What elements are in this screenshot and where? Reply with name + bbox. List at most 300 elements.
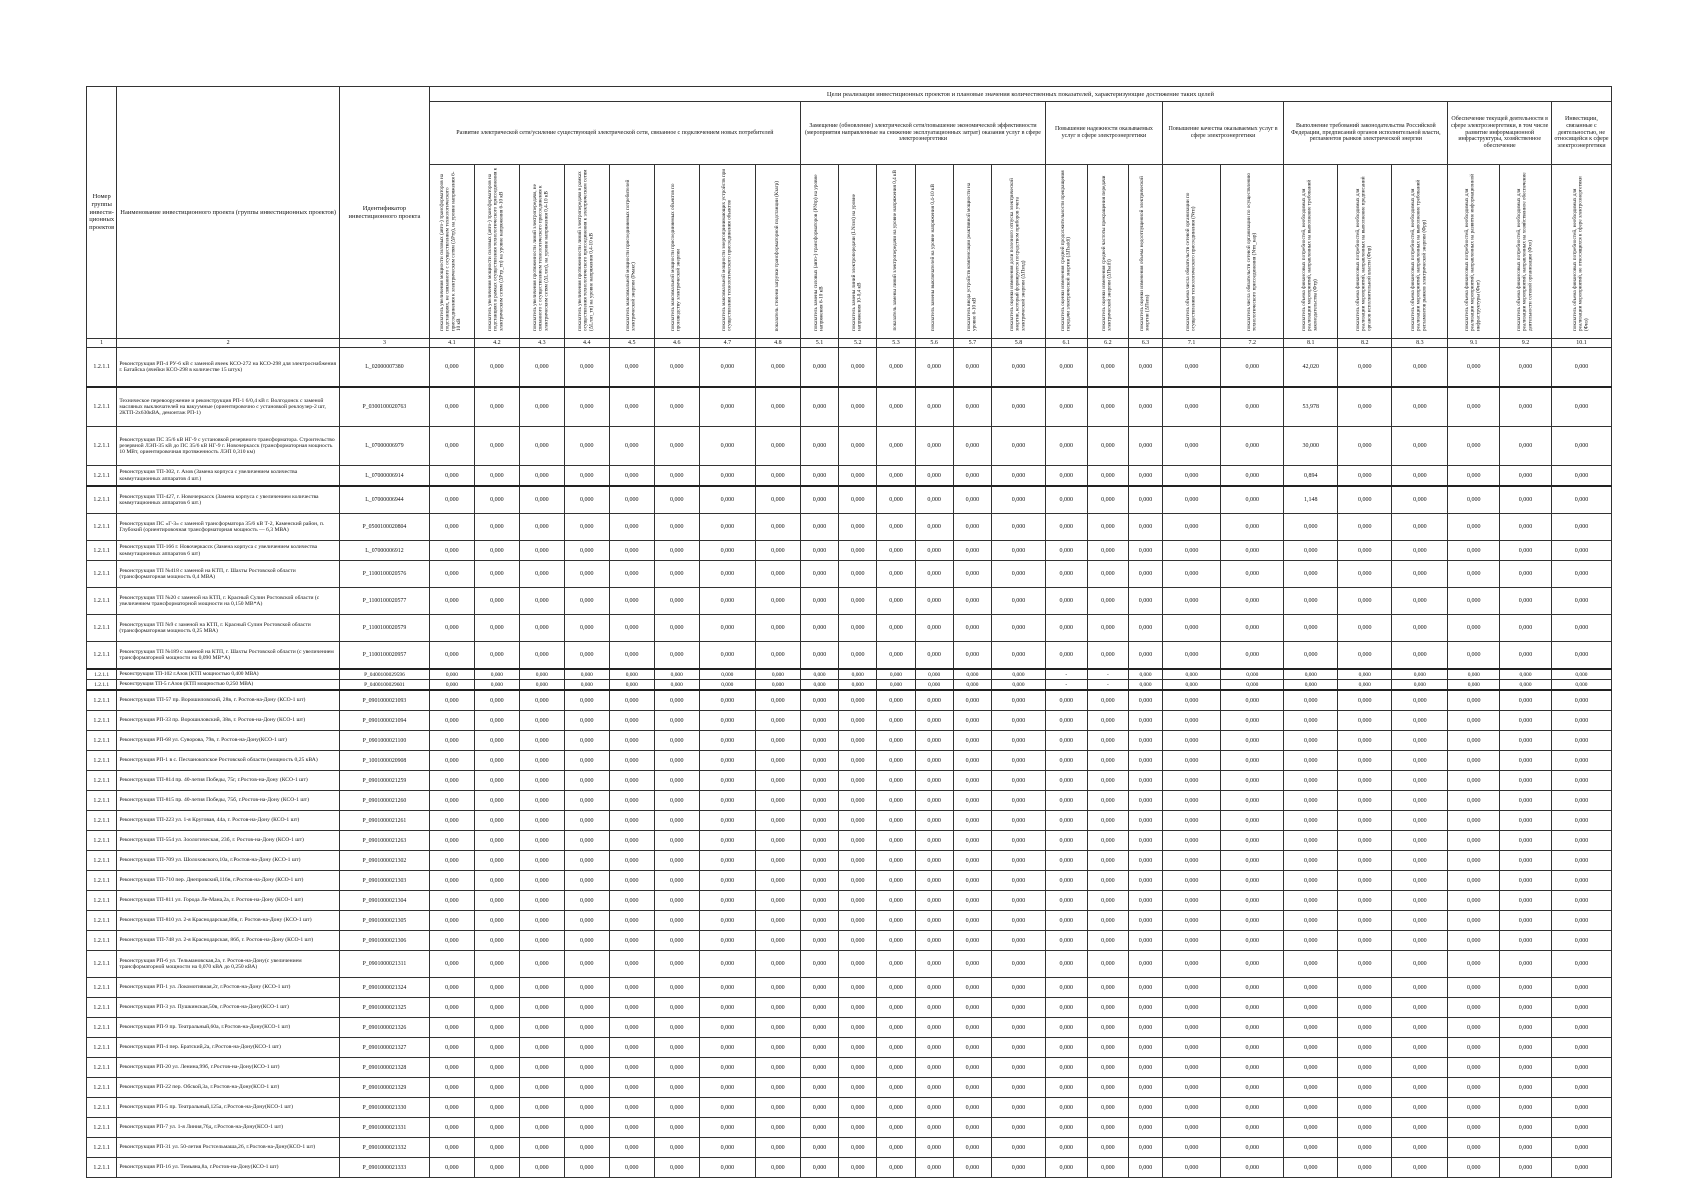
- value-cell: 0,000: [839, 541, 877, 561]
- value-cell: 0,000: [654, 615, 699, 642]
- value-cell: 0,000: [1551, 1118, 1611, 1138]
- value-cell: 0,000: [1284, 851, 1338, 871]
- value-cell: 0,000: [1551, 951, 1611, 978]
- value-cell: 0,000: [1162, 951, 1220, 978]
- value-cell: 0,000: [1551, 791, 1611, 811]
- value-cell: 0,000: [429, 541, 474, 561]
- value-cell: 0,000: [1338, 680, 1392, 691]
- value-cell: 0,000: [992, 1078, 1046, 1098]
- value-cell: 0,000: [1448, 1098, 1500, 1118]
- value-cell: 0,000: [1221, 791, 1284, 811]
- value-cell: 0,000: [1392, 466, 1448, 487]
- value-cell: 0,000: [1500, 680, 1552, 691]
- value-cell: 0,000: [1338, 831, 1392, 851]
- value-cell: 0,000: [1087, 561, 1129, 588]
- value-cell: 0,000: [429, 831, 474, 851]
- value-cell: 1,148: [1284, 486, 1338, 514]
- value-cell: 0,000: [1221, 871, 1284, 891]
- value-cell: 0,000: [519, 978, 564, 998]
- value-cell: 0,000: [915, 1118, 953, 1138]
- value-cell: 0,000: [1221, 831, 1284, 851]
- subcol-header: [992, 165, 1046, 339]
- value-cell: 0,000: [877, 486, 915, 514]
- value-cell: 0,000: [564, 1098, 609, 1118]
- value-cell: 0,000: [992, 911, 1046, 931]
- value-cell: 0,000: [654, 731, 699, 751]
- value-cell: 0,000: [429, 1118, 474, 1138]
- value-cell: 0,000: [474, 561, 519, 588]
- group-header-non-energy: Инвестиции, связанные с деятельностью, не относящейся к сфере электроэнергетики: [1551, 102, 1611, 165]
- col-header-number: Номер группы инвести-ционных проектов: [87, 87, 117, 339]
- value-cell: 0,000: [1551, 1038, 1611, 1058]
- value-cell: 0,000: [1551, 711, 1611, 731]
- value-cell: 0,000: [1338, 871, 1392, 891]
- value-cell: 0,000: [800, 514, 838, 541]
- value-cell: 0,000: [699, 911, 755, 931]
- value-cell: 0,000: [429, 871, 474, 891]
- table-row: [87, 831, 1612, 851]
- value-cell: 0,000: [877, 669, 915, 680]
- value-cell: 0,000: [755, 1058, 800, 1078]
- column-code: 2: [117, 339, 340, 348]
- value-cell: 0,000: [953, 615, 991, 642]
- value-cell: 0,000: [654, 771, 699, 791]
- value-cell: 0,000: [1338, 931, 1392, 951]
- investment-table-sheet: [86, 86, 1612, 1178]
- project-id: P_0901000021302: [339, 851, 429, 871]
- value-cell: 0,000: [1162, 514, 1220, 541]
- value-cell: 0,000: [1392, 615, 1448, 642]
- value-cell: 0,000: [1284, 751, 1338, 771]
- value-cell: 0,000: [654, 690, 699, 711]
- value-cell: 0,000: [1129, 711, 1163, 731]
- value-cell: 0,000: [1448, 771, 1500, 791]
- value-cell: 0,000: [953, 1078, 991, 1098]
- project-name: Реконструкция ТП №418 с заменой на КТП, г. Шахты Ростовской области (трансформаторная мощность 0,4 МВА): [117, 561, 340, 588]
- table-row: [87, 1038, 1612, 1058]
- value-cell: 0,000: [1045, 771, 1087, 791]
- value-cell: 0,000: [654, 851, 699, 871]
- value-cell: 0,000: [654, 831, 699, 851]
- table-row: [87, 978, 1612, 998]
- value-cell: 0,000: [915, 751, 953, 771]
- row-number: 1.2.1.1: [87, 680, 117, 691]
- value-cell: 0,000: [1500, 1098, 1552, 1118]
- value-cell: 0,000: [1045, 911, 1087, 931]
- col-header-name: Наименование инвестиционного проекта (группы инвестиционных проектов): [117, 87, 340, 339]
- value-cell: 0,000: [839, 1078, 877, 1098]
- value-cell: 0,000: [1338, 486, 1392, 514]
- value-cell: 0,000: [953, 771, 991, 791]
- value-cell: 0,000: [839, 731, 877, 751]
- value-cell: 0,000: [1551, 1138, 1611, 1158]
- project-name: Реконструкция РП-68 ул. Суворова, 79в, г. Ростов-на-Дону(КСО-1 шт): [117, 731, 340, 751]
- value-cell: 0,000: [800, 1098, 838, 1118]
- value-cell: 0,000: [839, 951, 877, 978]
- value-cell: 0,000: [1551, 771, 1611, 791]
- column-code: 5.2: [839, 339, 877, 348]
- value-cell: 0,000: [1448, 387, 1500, 427]
- value-cell: 0,000: [519, 1118, 564, 1138]
- value-cell: 0,000: [992, 891, 1046, 911]
- value-cell: 0,000: [429, 615, 474, 642]
- value-cell: 0,000: [1162, 871, 1220, 891]
- value-cell: 0,000: [1551, 615, 1611, 642]
- value-cell: 0,000: [699, 541, 755, 561]
- value-cell: 0,000: [1500, 387, 1552, 427]
- value-cell: 0,000: [1087, 427, 1129, 466]
- subcol-header-text: показатель увеличения мощности силовых (авто-) трансформаторов на подстанциях, не связанного с осуществлением технологического присоединения к электрическим сетям (ΔPтр), на уровне напряжения 6-10 кВ: [439, 171, 463, 331]
- value-cell: 0,000: [1338, 615, 1392, 642]
- value-cell: 0,000: [609, 561, 654, 588]
- value-cell: 0,000: [1448, 588, 1500, 615]
- value-cell: 0,000: [992, 931, 1046, 951]
- value-cell: 0,000: [1221, 771, 1284, 791]
- value-cell: 0,000: [800, 1158, 838, 1178]
- value-cell: 0,000: [1087, 978, 1129, 998]
- value-cell: 0,000: [654, 387, 699, 427]
- value-cell: 0,000: [1045, 348, 1087, 388]
- value-cell: 0,000: [429, 514, 474, 541]
- value-cell: 0,000: [1045, 588, 1087, 615]
- value-cell: 0,000: [654, 911, 699, 931]
- value-cell: 0,000: [699, 514, 755, 541]
- value-cell: 0,000: [429, 669, 474, 680]
- value-cell: 0,000: [519, 690, 564, 711]
- row-number: 1.2.1.1: [87, 615, 117, 642]
- value-cell: 0,000: [1551, 486, 1611, 514]
- value-cell: 0,000: [564, 561, 609, 588]
- value-cell: 0,000: [1338, 1038, 1392, 1058]
- value-cell: 0,000: [609, 642, 654, 670]
- value-cell: 0,000: [953, 588, 991, 615]
- project-id: L_07000006979: [339, 427, 429, 466]
- value-cell: 0,000: [1284, 831, 1338, 851]
- value-cell: 0,000: [564, 931, 609, 951]
- project-id: P_0901000021311: [339, 951, 429, 978]
- value-cell: 0,000: [1129, 1058, 1163, 1078]
- value-cell: 0,000: [609, 466, 654, 487]
- subcol-header: [1045, 165, 1087, 339]
- value-cell: 0,000: [474, 751, 519, 771]
- project-id: P_0901000021094: [339, 711, 429, 731]
- value-cell: 0,000: [1087, 1118, 1129, 1138]
- subcol-header: [1162, 165, 1220, 339]
- value-cell: 0,000: [1221, 1078, 1284, 1098]
- value-cell: 0,000: [1551, 891, 1611, 911]
- value-cell: 0,000: [1162, 615, 1220, 642]
- value-cell: 0,000: [1087, 1078, 1129, 1098]
- value-cell: 0,000: [1392, 978, 1448, 998]
- value-cell: 0,000: [609, 1158, 654, 1178]
- subcol-header-text: показатель оценки изменения доли полезного отпуска электрической энергии, который формируется посредством приборов учета электрической энергии (ΔПэпд): [1008, 178, 1027, 331]
- value-cell: 0,000: [992, 1058, 1046, 1078]
- value-cell: 0,000: [1448, 1038, 1500, 1058]
- value-cell: 0,000: [1338, 466, 1392, 487]
- value-cell: 0,000: [1392, 831, 1448, 851]
- column-code: 5.6: [915, 339, 953, 348]
- project-name: Реконструкция ТП-709 ул. Шолоховского,10а, г.Ростов-на-Дону (КСО-1 шт): [117, 851, 340, 871]
- value-cell: 0,000: [1129, 680, 1163, 691]
- value-cell: 0,000: [1087, 514, 1129, 541]
- value-cell: 0,000: [1129, 690, 1163, 711]
- value-cell: 0,000: [429, 690, 474, 711]
- value-cell: 0,000: [1221, 931, 1284, 951]
- value-cell: 0,000: [992, 669, 1046, 680]
- value-cell: 0,000: [1284, 680, 1338, 691]
- value-cell: 0,000: [1129, 514, 1163, 541]
- value-cell: 0,000: [1129, 1138, 1163, 1158]
- row-number: 1.2.1.1: [87, 1078, 117, 1098]
- project-id: P_0901000021329: [339, 1078, 429, 1098]
- value-cell: 0,000: [1129, 1098, 1163, 1118]
- value-cell: 0,000: [654, 1018, 699, 1038]
- value-cell: 0,000: [1448, 711, 1500, 731]
- project-name: Реконструкция ТП-554 ул. Зоологическая, 23б, г. Ростов-на-Дону (КСО-1 шт): [117, 831, 340, 851]
- group-header-quality: Повышение качества оказываемых услуг в сфере электроэнергетики: [1162, 102, 1283, 165]
- value-cell: 0,000: [1045, 951, 1087, 978]
- value-cell: 0,000: [877, 1098, 915, 1118]
- value-cell: 0,000: [953, 669, 991, 680]
- value-cell: 0,000: [1162, 831, 1220, 851]
- value-cell: 0,000: [564, 791, 609, 811]
- column-code: 4.2: [474, 339, 519, 348]
- value-cell: 0,000: [1338, 771, 1392, 791]
- project-name: Реконструкция ПС 35/6 кВ НГ-9 с установкой резервного трансформатора. Строительство резервной ЛЭП-35 кВ до ПС 35/6 кВ НГ-9 г. Новочеркасск (трансформаторная мощность 10 МВт, ориентировочная протяженность ЛЭП 0,310 км): [117, 427, 340, 466]
- row-number: 1.2.1.1: [87, 978, 117, 998]
- value-cell: 0,000: [429, 680, 474, 691]
- value-cell: 0,000: [1551, 1078, 1611, 1098]
- value-cell: 0,000: [474, 911, 519, 931]
- row-number: 1.2.1.1: [87, 771, 117, 791]
- value-cell: 0,000: [992, 1038, 1046, 1058]
- value-cell: 0,000: [1338, 588, 1392, 615]
- value-cell: 0,000: [654, 1098, 699, 1118]
- value-cell: 0,000: [474, 951, 519, 978]
- value-cell: 0,000: [1221, 615, 1284, 642]
- value-cell: 0,000: [1392, 1098, 1448, 1118]
- value-cell: 0,000: [755, 831, 800, 851]
- value-cell: 0,000: [755, 1098, 800, 1118]
- value-cell: 0,000: [992, 1158, 1046, 1178]
- value-cell: 0,000: [1284, 615, 1338, 642]
- value-cell: 0,000: [1162, 731, 1220, 751]
- value-cell: 0,000: [609, 911, 654, 931]
- value-cell: 0,000: [755, 811, 800, 831]
- value-cell: 0,000: [1129, 588, 1163, 615]
- value-cell: 0,000: [564, 486, 609, 514]
- value-cell: 0,000: [1392, 1038, 1448, 1058]
- value-cell: 0,000: [953, 791, 991, 811]
- value-cell: 0,000: [609, 348, 654, 388]
- value-cell: 0,000: [1338, 811, 1392, 831]
- value-cell: 0,000: [877, 466, 915, 487]
- value-cell: 0,000: [1284, 811, 1338, 831]
- value-cell: 0,000: [1284, 1138, 1338, 1158]
- value-cell: 0,000: [1551, 998, 1611, 1018]
- value-cell: 0,000: [699, 1118, 755, 1138]
- value-cell: 0,000: [839, 427, 877, 466]
- project-name: Реконструкция РП-3 ул. Пушкинская,50в, г.Ростов-на-Дону(КСО-1 шт): [117, 998, 340, 1018]
- value-cell: 0,000: [1087, 751, 1129, 771]
- value-cell: 0,000: [1162, 998, 1220, 1018]
- value-cell: 0,000: [953, 680, 991, 691]
- value-cell: 0,000: [429, 771, 474, 791]
- value-cell: 0,000: [699, 951, 755, 978]
- value-cell: 0,000: [755, 588, 800, 615]
- row-number: 1.2.1.1: [87, 951, 117, 978]
- value-cell: 0,000: [429, 891, 474, 911]
- value-cell: 0,000: [609, 588, 654, 615]
- value-cell: 0,000: [1045, 1078, 1087, 1098]
- column-code: 9.2: [1500, 339, 1552, 348]
- table-row: [87, 911, 1612, 931]
- value-cell: 0,000: [953, 514, 991, 541]
- subcol-header: [800, 165, 838, 339]
- value-cell: 0,000: [839, 348, 877, 388]
- value-cell: 0,000: [1221, 1098, 1284, 1118]
- table-row: [87, 791, 1612, 811]
- value-cell: 0,000: [953, 387, 991, 427]
- value-cell: 0,000: [699, 751, 755, 771]
- group-header-reliability: Повышение надежности оказываемых услуг в сфере электроэнергетики: [1045, 102, 1162, 165]
- value-cell: 0,000: [1448, 891, 1500, 911]
- value-cell: 0,000: [1045, 1038, 1087, 1058]
- value-cell: 0,000: [699, 690, 755, 711]
- value-cell: 0,000: [1500, 669, 1552, 680]
- value-cell: 0,000: [519, 1078, 564, 1098]
- value-cell: 0,000: [1129, 615, 1163, 642]
- value-cell: 0,000: [877, 771, 915, 791]
- value-cell: 0,000: [564, 1058, 609, 1078]
- value-cell: 0,000: [609, 891, 654, 911]
- value-cell: 0,000: [1129, 1038, 1163, 1058]
- row-number: 1.2.1.1: [87, 387, 117, 427]
- value-cell: 0,000: [1045, 891, 1087, 911]
- value-cell: 0,000: [564, 541, 609, 561]
- table-row: [87, 690, 1612, 711]
- value-cell: 0,000: [755, 387, 800, 427]
- value-cell: 0,000: [519, 387, 564, 427]
- value-cell: 0,000: [1129, 751, 1163, 771]
- subcol-header-text: показатель ввода устройств компенсации реактивной мощности на уровне 6-10 кВ: [965, 182, 978, 331]
- value-cell: 0,000: [1284, 998, 1338, 1018]
- value-cell: 0,000: [1045, 1018, 1087, 1038]
- value-cell: 0,000: [953, 348, 991, 388]
- value-cell: 0,000: [1087, 831, 1129, 851]
- value-cell: 0,000: [519, 588, 564, 615]
- table-row: [87, 1118, 1612, 1138]
- value-cell: 0,000: [1221, 751, 1284, 771]
- value-cell: 0,000: [654, 680, 699, 691]
- value-cell: 0,000: [992, 871, 1046, 891]
- value-cell: 0,000: [1221, 1158, 1284, 1178]
- subcol-header-text: показатель замены линий электропередачи на уровне напряжения 0,4 кВ: [892, 170, 899, 331]
- value-cell: 0,000: [915, 1098, 953, 1118]
- value-cell: 0,000: [1129, 931, 1163, 951]
- value-cell: 0,000: [654, 1038, 699, 1058]
- value-cell: 0,000: [877, 1018, 915, 1038]
- row-number: 1.2.1.1: [87, 427, 117, 466]
- value-cell: 0,000: [564, 348, 609, 388]
- value-cell: 0,000: [699, 466, 755, 487]
- value-cell: 0,000: [1087, 791, 1129, 811]
- value-cell: 0,000: [699, 680, 755, 691]
- column-code: 6.2: [1087, 339, 1129, 348]
- table-row: [87, 771, 1612, 791]
- value-cell: 0,000: [654, 642, 699, 670]
- value-cell: 0,000: [609, 1098, 654, 1118]
- subcol-header-text: показатель оценки изменения средней частоты прекращения передачи электрической энергии (ΔПsaifi): [1101, 175, 1113, 331]
- value-cell: 0,000: [877, 871, 915, 891]
- row-number: 1.2.1.1: [87, 731, 117, 751]
- value-cell: 0,000: [429, 1038, 474, 1058]
- subcol-header: [839, 165, 877, 339]
- project-name: Реконструкция ТП №9 с заменой на КТП, г. Красный Сулин Ростовской области (трансформаторная мощность 0,25 МВА): [117, 615, 340, 642]
- value-cell: 0,000: [654, 514, 699, 541]
- value-cell: 0,000: [1162, 1038, 1220, 1058]
- project-id: P_1100100020579: [339, 615, 429, 642]
- value-cell: 0,000: [1129, 831, 1163, 851]
- value-cell: 0,000: [1162, 690, 1220, 711]
- project-name: Реконструкция ТП №20 с заменой на КТП, г. Красный Сулин Ростовской области (с увеличением трансформаторной мощности на 0,150 МВ*А): [117, 588, 340, 615]
- value-cell: 0,000: [474, 771, 519, 791]
- value-cell: 0,000: [1045, 791, 1087, 811]
- subcol-header: [474, 165, 519, 339]
- subcol-header-text: показатель замены линий электропередачи (LNлэп) на уровне напряжения 10-0,4 кВ: [851, 194, 863, 331]
- value-cell: 0,000: [654, 998, 699, 1018]
- value-cell: 0,000: [915, 669, 953, 680]
- table-row: [87, 871, 1612, 891]
- value-cell: 0,000: [1221, 811, 1284, 831]
- value-cell: 0,000: [1551, 871, 1611, 891]
- value-cell: 0,000: [699, 561, 755, 588]
- project-name: Реконструкция РП-9 пр. Театральный,60а, г.Ростов-на-Дону(КСО-1 шт): [117, 1018, 340, 1038]
- value-cell: 0,000: [474, 514, 519, 541]
- subcol-header: [564, 165, 609, 339]
- value-cell: 0,000: [654, 978, 699, 998]
- column-code: 5.3: [877, 339, 915, 348]
- value-cell: 0,000: [429, 998, 474, 1018]
- column-code: 7.1: [1162, 339, 1220, 348]
- value-cell: 0,000: [953, 541, 991, 561]
- value-cell: 0,000: [915, 1058, 953, 1078]
- project-name: Реконструкция ТП-5 г.Азов (КТП мощностью 0,250 МВА): [117, 680, 340, 691]
- value-cell: 0,000: [992, 561, 1046, 588]
- value-cell: 0,000: [474, 348, 519, 388]
- value-cell: 0,000: [915, 1018, 953, 1038]
- value-cell: 0,000: [609, 486, 654, 514]
- subcol-header-text: показатель увеличения протяженности линий электропередачи в рамках осуществления технологического присоединения к электрическим сетям (ΔLлэп_тп) на уровне напряжения 0,4-10 кВ: [577, 169, 595, 331]
- row-number: 1.2.1.1: [87, 348, 117, 388]
- value-cell: 0,000: [1129, 871, 1163, 891]
- value-cell: 0,000: [800, 690, 838, 711]
- value-cell: 0,000: [1392, 1018, 1448, 1038]
- value-cell: 0,000: [1338, 891, 1392, 911]
- value-cell: 0,000: [877, 1118, 915, 1138]
- value-cell: 0,000: [519, 851, 564, 871]
- value-cell: 0,000: [839, 998, 877, 1018]
- value-cell: 0,000: [1129, 486, 1163, 514]
- value-cell: 0,000: [1338, 1118, 1392, 1138]
- value-cell: 0,000: [755, 791, 800, 811]
- value-cell: 0,000: [474, 731, 519, 751]
- project-name: Реконструкция РП-16 ул. Темьяна,8а, г.Ростов-на-Дону(КСО-1 шт): [117, 1158, 340, 1178]
- value-cell: 0,000: [1500, 851, 1552, 871]
- project-name: Реконструкция РП-7 ул. 1-я Линия,76д, г.Ростов-на-Дону(КСО-1 шт): [117, 1118, 340, 1138]
- value-cell: 0,000: [429, 711, 474, 731]
- value-cell: 0,000: [1338, 669, 1392, 680]
